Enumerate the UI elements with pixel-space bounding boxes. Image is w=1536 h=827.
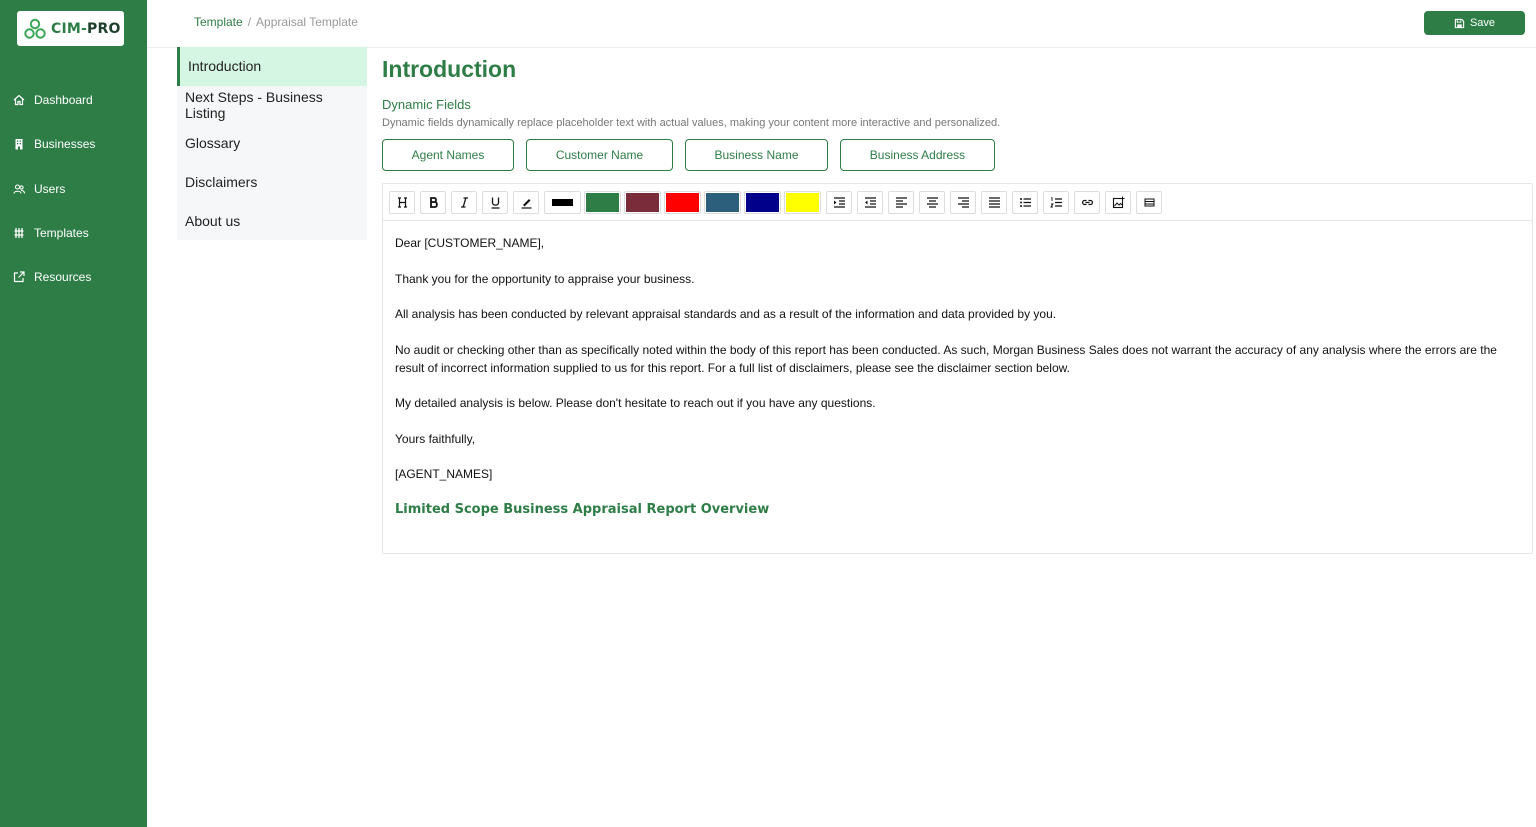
sidebar-item-label: Templates xyxy=(34,226,89,241)
indent-button[interactable] xyxy=(826,191,852,214)
content-heading: Limited Scope Business Appraisal Report Overview xyxy=(395,501,770,517)
sidebar-item-resources[interactable] xyxy=(0,255,147,299)
sidebar-nav xyxy=(0,78,147,299)
chip-business-address[interactable]: Business Address xyxy=(840,139,995,171)
link-icon xyxy=(1081,196,1094,209)
sidebar-item-templates[interactable] xyxy=(0,211,147,255)
sidebar-item-label: Dashboard xyxy=(34,93,93,108)
swatch-fill xyxy=(786,193,819,212)
swatch-fill xyxy=(552,199,573,206)
breadcrumb-current: Appraisal Template xyxy=(256,15,358,29)
sidebar-item-label: Resources xyxy=(34,270,92,285)
heading-button[interactable] xyxy=(389,191,415,214)
content-paragraph: Dear [CUSTOMER_NAME], xyxy=(395,236,545,250)
home-icon xyxy=(12,93,26,107)
outdent-button[interactable] xyxy=(857,191,883,214)
section-list xyxy=(177,47,367,240)
section-item-next-steps[interactable]: Next Steps - Business Listing xyxy=(185,88,323,121)
bold-button[interactable] xyxy=(420,191,446,214)
link-button[interactable] xyxy=(1074,191,1100,214)
content-paragraph: [AGENT_NAMES] xyxy=(395,467,493,481)
table-icon xyxy=(1143,196,1156,209)
breadcrumb-link-template[interactable]: Template xyxy=(194,15,243,29)
color-swatch-black[interactable] xyxy=(544,191,581,214)
insert-table-button[interactable] xyxy=(1136,191,1162,214)
chip-agent-names[interactable]: Agent Names xyxy=(382,139,514,171)
align-center-button[interactable] xyxy=(919,191,945,214)
building-icon xyxy=(12,137,26,151)
content-paragraph: Yours faithfully, xyxy=(395,431,476,446)
color-swatch-yellow[interactable] xyxy=(784,191,821,214)
italic-button[interactable] xyxy=(451,191,477,214)
underline-icon xyxy=(489,196,502,209)
swatch-fill xyxy=(666,193,699,212)
templates-icon xyxy=(12,226,26,240)
swatch-fill xyxy=(706,193,739,212)
color-swatch-steel-blue[interactable] xyxy=(704,191,741,214)
color-swatch-navy[interactable] xyxy=(744,191,781,214)
sidebar xyxy=(0,0,147,827)
sidebar-item-users[interactable] xyxy=(0,167,147,211)
italic-icon xyxy=(458,196,471,209)
section-item-about-us[interactable]: About us xyxy=(185,212,241,229)
align-left-icon xyxy=(895,196,908,209)
editor-toolbar xyxy=(383,184,1532,221)
save-icon xyxy=(1454,18,1465,29)
align-right-icon xyxy=(957,196,970,209)
align-justify-icon xyxy=(988,196,1001,209)
bold-icon xyxy=(427,196,440,209)
swatch-fill xyxy=(746,193,779,212)
align-justify-button[interactable] xyxy=(981,191,1007,214)
outdent-icon xyxy=(864,196,877,209)
breadcrumb xyxy=(194,15,358,29)
logo-text-cim: CIM- xyxy=(51,20,88,37)
save-button[interactable] xyxy=(1424,11,1525,35)
content-paragraph: No audit or checking other than as specifically noted within the body of this report has been conducted. As such, Morgan Business Sales does not warrant the accuracy of any analysis where the errors are the result of incorrect information supplied to us for this report. For a full list of disclaimers, please see the disclaimer section below. xyxy=(395,342,1497,375)
chip-business-name[interactable]: Business Name xyxy=(685,139,828,171)
dynamic-fields-title: Dynamic Fields xyxy=(382,97,471,112)
heading-icon xyxy=(396,196,409,209)
breadcrumb-separator: / xyxy=(247,15,252,29)
logo-text-pro: PRO xyxy=(87,20,121,37)
dynamic-fields-description: Dynamic fields dynamically replace placeholder text with actual values, making your content more interactive and personalized. xyxy=(382,117,1001,129)
section-item-glossary[interactable]: Glossary xyxy=(185,135,241,152)
rich-text-editor xyxy=(382,183,1533,554)
section-item-introduction[interactable]: Introduction xyxy=(177,47,367,86)
page-title: Introduction xyxy=(382,56,517,82)
highlighter-icon xyxy=(520,196,533,209)
numbered-list-icon xyxy=(1050,196,1063,209)
color-swatch-green[interactable] xyxy=(584,191,621,214)
content-paragraph: My detailed analysis is below. Please don't hesitate to reach out if you have any questions. xyxy=(395,396,876,410)
swatch-fill xyxy=(586,193,619,212)
sidebar-item-label: Businesses xyxy=(34,137,96,152)
external-link-icon xyxy=(12,270,26,284)
sidebar-item-dashboard[interactable] xyxy=(0,78,147,122)
content-paragraph: Thank you for the opportunity to appraise your business. xyxy=(395,271,695,286)
editor-content[interactable] xyxy=(395,234,1523,519)
bullet-list-icon xyxy=(1019,196,1032,209)
logo-text xyxy=(51,21,121,37)
align-right-button[interactable] xyxy=(950,191,976,214)
content-paragraph: All analysis has been conducted by relevant appraisal standards and as a result of the information and data provided by you. xyxy=(395,307,1057,321)
align-center-icon xyxy=(926,196,939,209)
indent-icon xyxy=(833,196,846,209)
color-swatch-maroon[interactable] xyxy=(624,191,661,214)
insert-image-icon xyxy=(1112,196,1125,209)
sidebar-item-label: Users xyxy=(34,181,66,196)
users-icon xyxy=(12,182,26,196)
swatch-fill xyxy=(626,193,659,212)
chip-customer-name[interactable]: Customer Name xyxy=(526,139,673,171)
save-button-label: Save xyxy=(1469,17,1496,29)
logo[interactable] xyxy=(17,11,124,46)
underline-button[interactable] xyxy=(482,191,508,214)
insert-image-button[interactable] xyxy=(1105,191,1131,214)
section-item-disclaimers[interactable]: Disclaimers xyxy=(185,174,258,191)
color-swatch-red[interactable] xyxy=(664,191,701,214)
numbered-list-button[interactable] xyxy=(1043,191,1069,214)
align-left-button[interactable] xyxy=(888,191,914,214)
bullet-list-button[interactable] xyxy=(1012,191,1038,214)
logo-icon xyxy=(23,17,47,41)
sidebar-item-businesses[interactable] xyxy=(0,122,147,166)
highlighter-button[interactable] xyxy=(513,191,539,214)
